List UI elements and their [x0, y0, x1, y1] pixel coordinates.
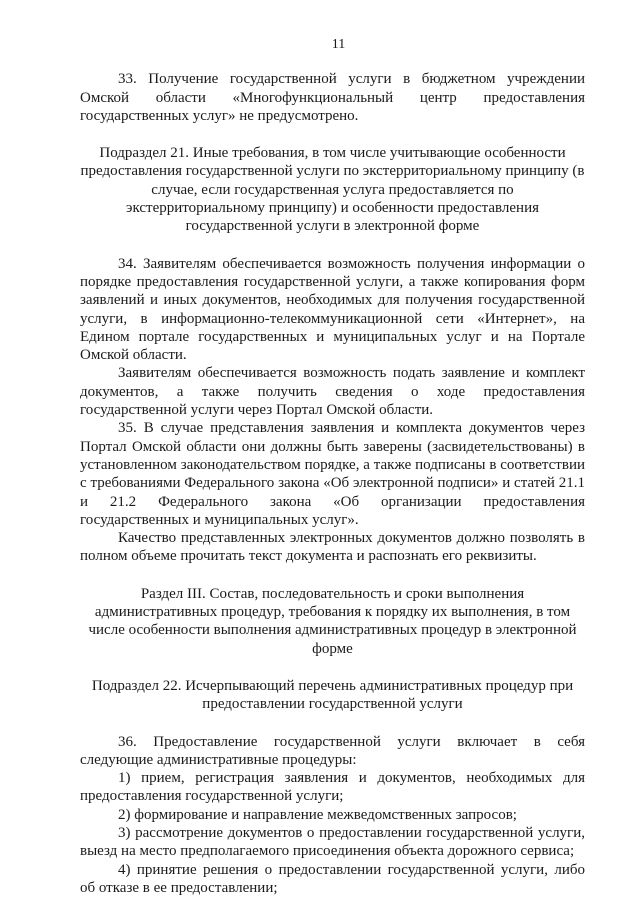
list-item: 1) прием, регистрация заявления и документов, необходимых для предоставления государственной услуги; [80, 770, 585, 805]
paragraph-35-continued: Качество представленных электронных документов должно позволять в полном объеме прочитать текст документа и распознать его реквизиты. [80, 530, 585, 565]
paragraph-33: 33. Получение государственной услуги в бюджетном учреждении Омской области «Многофункциональный центр предоставления государственных услуг» не предусмотрено. [80, 71, 585, 124]
subsection-21-heading: Подраздел 21. Иные требования, в том числе учитывающие особенности предоставления государственной услуги по экстерриториальному принципу (в случае, если государственная услуга предоставляется по экстерриториальному принципу) и особенности предоставления государственной услуги в электронной форме [80, 145, 585, 235]
paragraph-34-continued: Заявителям обеспечивается возможность подать заявление и комплект документов, а также получить сведения о ходе предоставления государственной услуги через Портал Омской области. [80, 365, 585, 419]
section-3-heading: Раздел III. Состав, последовательность и сроки выполнения административных процедур, требования к порядку их выполнения, в том числе особенности выполнения административных процедур в электронной форме [88, 585, 577, 657]
paragraph-35: 35. В случае представления заявления и комплекта документов через Портал Омской области они должны быть заверены (засвидетельствованы) в установленном законодательством порядке, а также подписаны в соответствии с требованиями Федерального закона «Об электронной подписи» и статей 21.1 и 21.2 Федерального закона «Об организации предоставления государственных и муниципальных услуг». [80, 420, 585, 528]
list-item: 3) рассмотрение документов о предоставлении государственной услуги, выезд на место предполагаемого присоединения объекта дорожного сервиса; [80, 824, 585, 860]
list-item: 4) принятие решения о предоставлении государственной услуги, либо об отказе в ее предоставлении; [80, 861, 585, 896]
paragraph-36: 36. Предоставление государственной услуги включает в себя следующие административные процедуры: [80, 733, 585, 768]
page-number: 11 [331, 37, 346, 52]
spacer [80, 714, 585, 733]
list-item: 2) формирование и направление межведомственных запросов; [118, 806, 517, 823]
spacer [80, 566, 585, 585]
subsection-22-heading: Подраздел 22. Исчерпывающий перечень административных процедур при предоставлении государственной услуги [91, 677, 574, 713]
paragraph-34: 34. Заявителям обеспечивается возможность получения информации о порядке предоставления государственной услуги, а также копирования форм заявлений и иных документов, необходимых для получения государственной услуги, в информационно-телекоммуникационной сети «Интернет», на Едином портале государственных и муниципальных услуг и на Портале Омской области. [80, 255, 585, 364]
spacer [80, 236, 585, 255]
spacer [80, 125, 585, 144]
spacer [80, 658, 585, 677]
